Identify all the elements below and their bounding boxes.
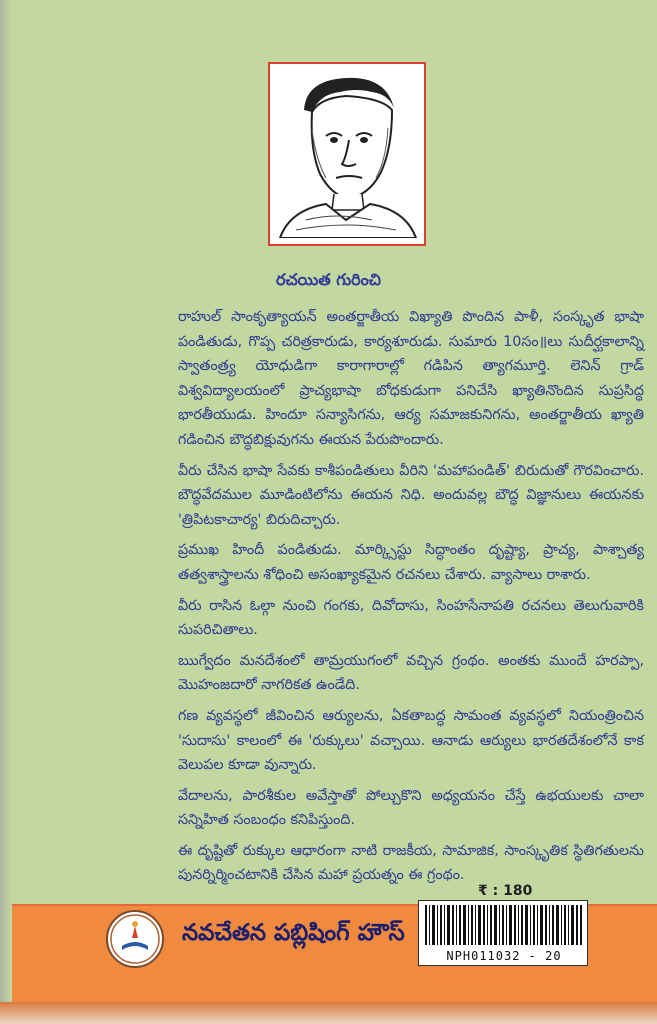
bio-paragraph-2: వీరు చేసిన భాషా సేవకు కాశీపండితులు వీరిని 'మహాపండిత్' బిరుదుతో గౌరవించారు. బౌద్ధవేదముల మూడింటిలోను ఈయన నిధి. అందువల్ల బౌద్ధ విజ్ఞానులు ఈయనకు 'త్రిపిటకాచార్య' బిరుదిచ్చారు. [178, 462, 644, 528]
author-portrait [268, 62, 426, 246]
publisher-name: నవచేతన పబ్లిషింగ్ హౌస్ [182, 920, 405, 946]
bio-paragraph-1: రాహుల్ సాంకృత్యాయన్ అంతర్జాతీయ విఖ్యాతి పొందిన పాళీ, సంస్కృత భాషా పండితుడు, గొప్ప చరిత్రకారుడు, కార్యశూరుడు. సుమారు 10సం॥లు సుదీర్ఘకాలాన్ని స్వాతంత్ర్య యోధుడిగా కారాగారాల్లో గడిపిన త్యాగమూర్తి. లెనిన్ గ్రాడ్ విశ్వవిద్యాలయంలో ప్రాచ్యభాషా బోధకుడుగా పనిచేసి ఖ్యాతినొందిన సుప్రసిద్ధ భారతీయుడు. హిందూ సన్యాసిగను, ఆర్య సమాజకునిగను, అంతర్జాతీయ ఖ్యాతి గడించిన బౌద్ధబిక్షువుగను ఈయన పేరుపొందారు. [178, 309, 644, 448]
price-label: ₹ : 180 [478, 883, 533, 899]
bio-paragraph-4: వీరు రాసిన ఓల్గా నుంచి గంగకు, దివోదాసు, సింహసేనాపతి రచనలు తెలుగువారికి సుపరిచితాలు. [178, 597, 644, 639]
bio-paragraph-5: ఋగ్వేదం మనదేశంలో తామ్రయుగంలో వచ్చిన గ్రంథం. అంతకు ముందే హరప్పా, మొహంజదారో నాగరికత ఉండేది. [178, 652, 644, 694]
barcode-number: NPH011032 - 20 [446, 949, 562, 963]
author-sketch-image [276, 70, 418, 238]
bio-paragraph-8: ఈ దృష్టితో రుక్కుల ఆధారంగా నాటి రాజకీయ, సామాజిక, సాంస్కృతిక స్థితిగతులను పునర్నిర్మించటానికి చేసిన మహా ప్రయత్నం ఈ గ్రంథం. [178, 842, 644, 884]
bio-paragraph-3: ప్రముఖ హిందీ పండితుడు. మార్క్సిస్టు సిద్ధాంతం దృష్ట్యా, ప్రాచ్య, పాశ్చాత్య తత్వశాస్త్రాలను శోధించి అసంఖ్యాకమైన రచనలు చేశారు. వ్యాసాలు రాశారు. [178, 542, 644, 583]
bio-paragraph-7: వేదాలను, పారశీకుల అవేస్తాతో పోల్చుకొని అధ్యయనం చేస్తే ఉభయులకు చాలా సన్నిహిత సంబంధం కనిపిస్తుంది. [178, 787, 644, 829]
barcode-bars-image [425, 905, 583, 945]
publisher-logo-icon [106, 910, 164, 968]
book-spine-edge [0, 0, 12, 1024]
bio-paragraph-6: గణ వ్యవస్థలో జీవించిన ఆర్యులను, ఏకతాబద్ధ సామంత వ్యవస్థలో నియంత్రించిన 'సుదాసు' కాలంలో ఈ 'రుక్కులు' వచ్చాయి. ఆనాడు ఆర్యులు భారతదేశంలోనే కాక వెలుపల కూడా వున్నారు. [178, 707, 644, 774]
isbn-barcode [418, 900, 588, 966]
cover-bottom-edge [0, 1002, 657, 1024]
author-bio-text [154, 305, 644, 888]
section-heading: రచయిత గురించి [276, 270, 381, 289]
